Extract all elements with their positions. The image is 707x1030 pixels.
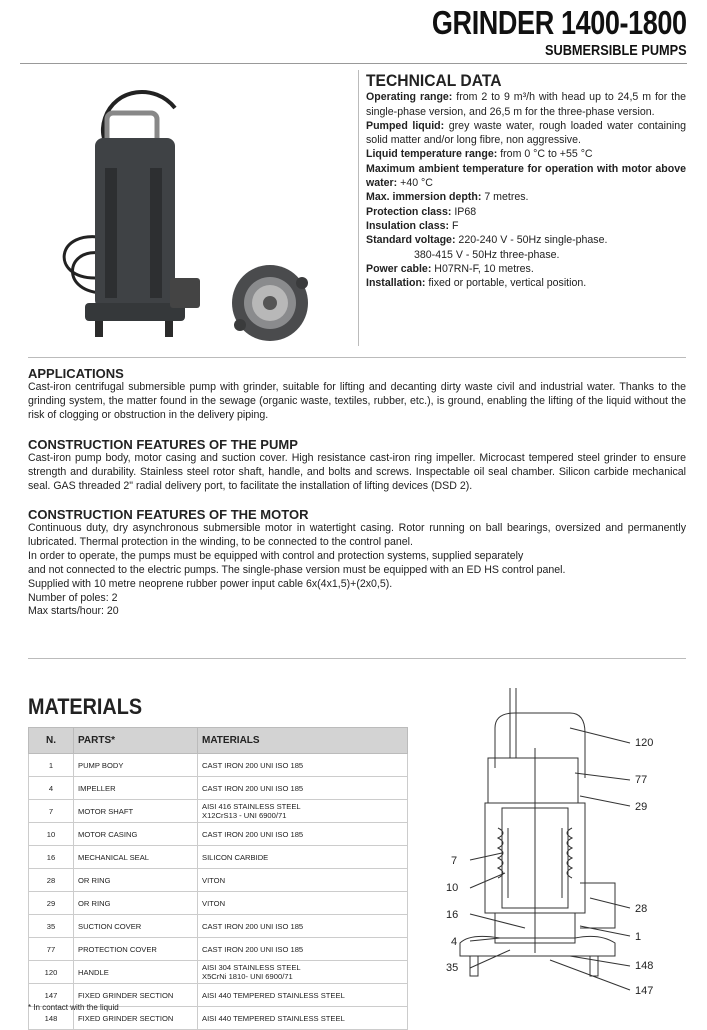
page-title: GRINDER 1400-1800 <box>432 4 687 41</box>
cell-part: FIXED GRINDER SECTION <box>74 984 198 1007</box>
table-row <box>29 892 408 915</box>
callout-28: 28 <box>635 903 648 915</box>
cell-n: 10 <box>29 823 74 846</box>
installation-value: fixed or portable, vertical position. <box>425 277 587 290</box>
section-divider-1 <box>28 357 686 358</box>
motor-features-p5: Number of poles: 2 <box>28 591 118 604</box>
cell-n: 28 <box>29 869 74 892</box>
motor-features-p2: In order to operate, the pumps must be equipped with control and protection systems, supplied separately <box>28 549 524 562</box>
cell-part: OR RING <box>74 869 198 892</box>
section-divider-2 <box>28 658 686 659</box>
motor-features-p6: Max starts/hour: 20 <box>28 605 119 618</box>
motor-features-p3: and not connected to the electric pumps. The single-phase version must be equipped with an ED HS control panel. <box>28 563 566 576</box>
materials-table <box>28 727 408 1030</box>
operating-range-label: Operating range: <box>366 91 453 104</box>
cell-part: MOTOR CASING <box>74 823 198 846</box>
callout-29: 29 <box>635 801 648 813</box>
immersion-label: Max. immersion depth: <box>366 191 482 204</box>
max-ambient-label: Maximum ambient temperature for operation with motor above water: <box>366 162 686 190</box>
materials-footnote: * In contact with the liquid <box>28 1003 119 1012</box>
callout-7: 7 <box>451 855 458 867</box>
callout-16: 16 <box>446 909 459 921</box>
technical-data-heading: TECHNICAL DATA <box>366 71 502 90</box>
materials-table-header <box>29 728 408 754</box>
cable-value: H07RN-F, 10 metres. <box>431 262 534 275</box>
cell-part: MOTOR SHAFT <box>74 800 198 823</box>
technical-data <box>366 71 686 290</box>
callout-35: 35 <box>446 962 459 974</box>
motor-features-p4: Supplied with 10 metre neoprene rubber power input cable 6x(4x1,5)+(2x0,5). <box>28 577 393 590</box>
cell-part: PUMP BODY <box>74 754 198 777</box>
table-row <box>29 915 408 938</box>
cell-material: AISI 440 TEMPERED STAINLESS STEEL <box>198 984 408 1007</box>
cell-n: 16 <box>29 846 74 869</box>
table-row <box>29 777 408 800</box>
cell-n: 77 <box>29 938 74 961</box>
cell-n: 4 <box>29 777 74 800</box>
page-subtitle: SUBMERSIBLE PUMPS <box>545 42 687 59</box>
installation-label: Installation: <box>366 277 426 290</box>
table-row <box>29 961 408 984</box>
motor-features-p1: Continuous duty, dry asynchronous submersible motor in watertight casing. Rotor running on ball bearings, oversized and permanently lubricated. Thermal protection in the winding, to be connected to the control panel. <box>28 522 686 548</box>
immersion-value: 7 metres. <box>481 191 529 204</box>
cell-n: 120 <box>29 961 74 984</box>
callout-10: 10 <box>446 882 459 894</box>
pump-features-section <box>28 437 686 494</box>
protection-value: IP68 <box>451 205 477 218</box>
cell-n: 148 <box>29 1007 74 1030</box>
pump-features-heading: CONSTRUCTION FEATURES OF THE PUMP <box>28 437 298 452</box>
applications-heading: APPLICATIONS <box>28 366 124 381</box>
cell-part: MECHANICAL SEAL <box>74 846 198 869</box>
cell-material: VITON <box>198 869 408 892</box>
pumped-liquid-value: grey waste water, rough loaded water containing solid matter and/or long fibre, non aggressive. <box>366 119 686 147</box>
applications-text: Cast-iron centrifugal submersible pump with grinder, suitable for lifting and decanting dirty waste civil and industrial water. Thanks to the grinding system, the matter found in the sewage (organic waste, textiles, rubber, etc.), is ground, enabling the lifting of the liquid without the risk of clogging or obstruction in the delivery piping. <box>28 381 686 421</box>
operating-range-value: from 2 to 9 m³/h with head up to 24,5 m for the single-phase version, and 26,5 m for the three-phase version. <box>366 91 686 118</box>
cell-n: 147 <box>29 984 74 1007</box>
insulation-value: F <box>449 219 459 232</box>
callout-147: 147 <box>635 985 654 997</box>
cell-material: CAST IRON 200 UNI ISO 185 <box>198 754 408 777</box>
cell-n: 7 <box>29 800 74 823</box>
cell-material: AISI 304 STAINLESS STEEL X5CrNi 1810- UNI 6900/71 <box>198 961 408 984</box>
col-n-header: N. <box>29 728 74 754</box>
cell-part: HANDLE <box>74 961 198 984</box>
callout-148: 148 <box>635 960 654 972</box>
motor-features-section <box>28 507 686 619</box>
col-parts-header: PARTS* <box>74 728 198 754</box>
callout-120: 120 <box>635 737 654 749</box>
col-materials-header: MATERIALS <box>198 728 408 754</box>
header-divider <box>20 63 687 64</box>
cell-material: SILICON CARBIDE <box>198 846 408 869</box>
liquid-temp-label: Liquid temperature range: <box>366 148 498 161</box>
callout-4: 4 <box>451 936 458 948</box>
voltage-value-1: 220-240 V - 50Hz single-phase. <box>455 234 608 247</box>
cell-part: SUCTION COVER <box>74 915 198 938</box>
table-row <box>29 938 408 961</box>
materials-heading: MATERIALS <box>28 694 143 719</box>
cell-material: VITON <box>198 892 408 915</box>
pump-features-text: Cast-iron pump body, motor casing and suction cover. High resistance cast-iron ring impeller. Microcast tempered steel grinder to ensure strength and durability. Stainless steel rotor shaft, handle, and bolts and screws. Inspectable oil seal chamber. Silicon carbide mechanical seal. GAS threaded 2" radial delivery port, to facilitate the installation of lifting devices (DSD 2). <box>28 452 686 492</box>
liquid-temp-value: from 0 °C to +55 °C <box>497 148 593 161</box>
cell-material: CAST IRON 200 UNI ISO 185 <box>198 938 408 961</box>
table-row <box>29 800 408 823</box>
cell-material: AISI 440 TEMPERED STAINLESS STEEL <box>198 1007 408 1030</box>
cell-part: PROTECTION COVER <box>74 938 198 961</box>
table-row <box>29 869 408 892</box>
table-row <box>29 846 408 869</box>
cell-material: AISI 416 STAINLESS STEEL X12CrS13 - UNI 6900/71 <box>198 800 408 823</box>
cell-n: 1 <box>29 754 74 777</box>
cell-material: CAST IRON 200 UNI ISO 185 <box>198 777 408 800</box>
voltage-value-2: 380-415 V - 50Hz three-phase. <box>414 248 560 261</box>
cell-material: CAST IRON 200 UNI ISO 185 <box>198 823 408 846</box>
pumped-liquid-label: Pumped liquid: <box>366 119 445 132</box>
cell-part: IMPELLER <box>74 777 198 800</box>
cell-part: FIXED GRINDER SECTION <box>74 1007 198 1030</box>
motor-features-heading: CONSTRUCTION FEATURES OF THE MOTOR <box>28 507 309 522</box>
max-ambient-value: +40 °C <box>397 177 433 190</box>
cell-part: OR RING <box>74 892 198 915</box>
applications-section <box>28 366 686 423</box>
cable-label: Power cable: <box>366 262 432 275</box>
cell-material: CAST IRON 200 UNI ISO 185 <box>198 915 408 938</box>
protection-label: Protection class: <box>366 205 452 218</box>
cell-n: 35 <box>29 915 74 938</box>
callout-1: 1 <box>635 931 642 943</box>
table-row <box>29 754 408 777</box>
tech-divider <box>358 70 359 346</box>
table-row <box>29 823 408 846</box>
voltage-label: Standard voltage: <box>366 234 456 247</box>
pump-photo <box>55 78 335 348</box>
callout-77: 77 <box>635 774 648 786</box>
cell-n: 29 <box>29 892 74 915</box>
insulation-label: Insulation class: <box>366 219 450 232</box>
